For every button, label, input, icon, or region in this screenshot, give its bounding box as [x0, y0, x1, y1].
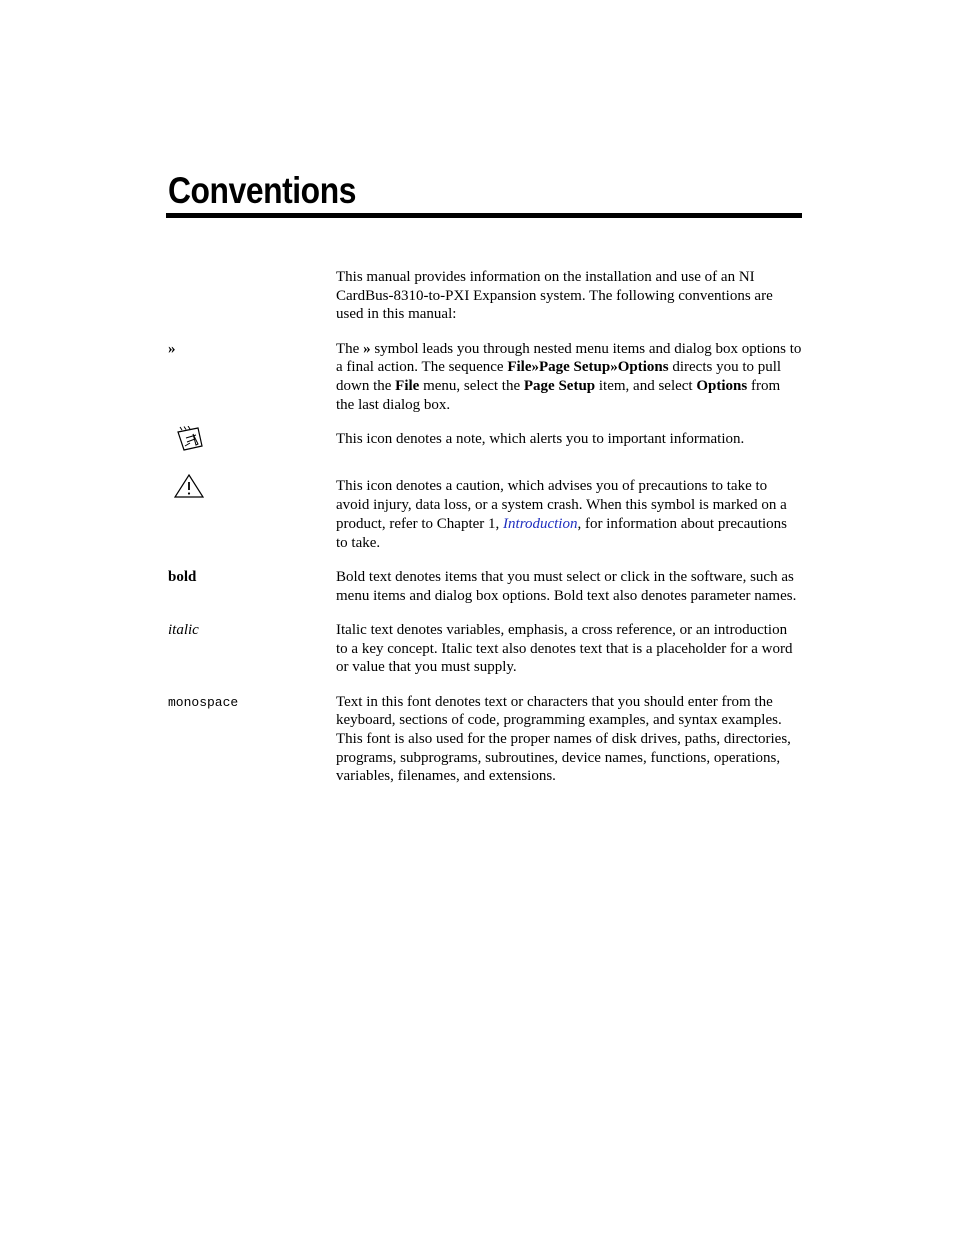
intro-paragraph: This manual provides information on the installation and use of an NI CardBus-8310-to-PXI Expansion system. The following conventions are used in this manual: [336, 269, 773, 323]
monospace-description: Text in this font denotes text or characters that you should enter from the keyboard, sections of code, programming examples, and syntax examples. This font is also used for the proper names of disk drives, paths, directories, programs, subprograms, subroutines, device names, functions, operations, variables, filenames, and extensions. [336, 693, 791, 785]
conventions-section [168, 268, 802, 802]
symbol-description: The » symbol leads you through nested menu items and dialog box options to a final action. The sequence File»Page Setup»Options directs you to pull down the File menu, select the Page Setup item, and select Options from the last dialog box. [336, 340, 802, 413]
convention-row-italic [168, 621, 802, 677]
convention-row-symbol [168, 340, 802, 415]
bold-term: bold [168, 568, 197, 585]
convention-row-caution [168, 477, 802, 552]
convention-row-bold [168, 568, 802, 605]
note-description: This icon denotes a note, which alerts you to important information. [336, 431, 745, 448]
introduction-link[interactable]: Introduction [503, 515, 578, 532]
symbol-term: » [168, 340, 176, 357]
italic-term: italic [168, 621, 199, 638]
italic-description: Italic text denotes variables, emphasis, a cross reference, or an introduction to a key concept. Italic text also denotes text that is a placeholder for a word or value that you must supply. [336, 621, 793, 676]
caution-icon [168, 477, 336, 552]
convention-row-monospace [168, 693, 802, 787]
convention-row-note [168, 430, 802, 462]
monospace-term: monospace [168, 694, 239, 710]
caution-description: This icon denotes a caution, which advises you of precautions to take to avoid injury, data loss, or a system crash. When this symbol is marked on a product, refer to Chapter 1, Introduction, for information about precautions to take. [336, 478, 787, 551]
bold-description: Bold text denotes items that you must select or click in the software, such as menu items and dialog box options. Bold text also denotes parameter names. [336, 568, 797, 604]
title-rule [166, 213, 802, 218]
note-icon [168, 430, 336, 462]
page-title: Conventions [168, 170, 356, 211]
